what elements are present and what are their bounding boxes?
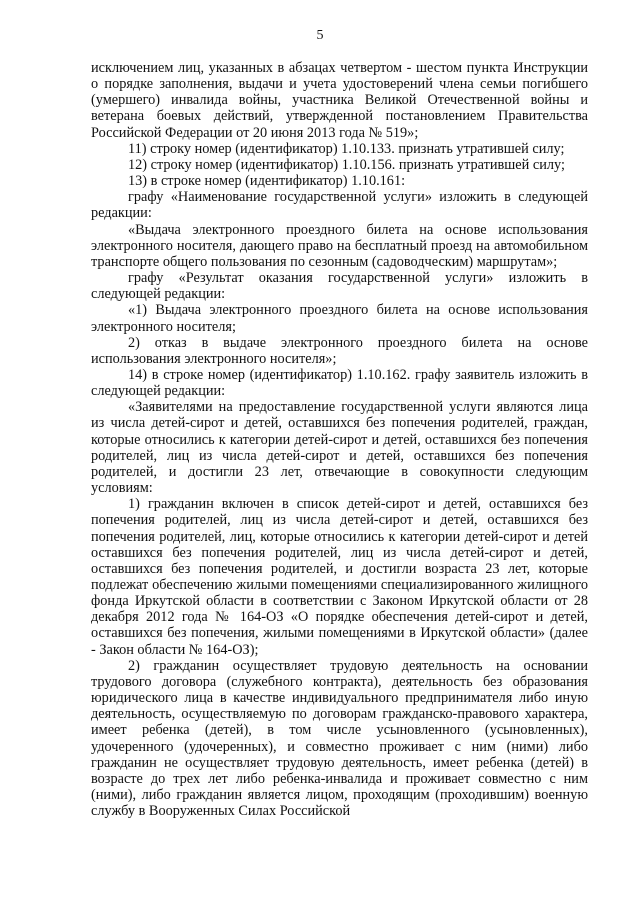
paragraph-condition-1: 1) гражданин включен в список детей-сирот и детей, оставшихся без попечения родителей, лиц из числа детей-сирот и детей, оставшихся без попечения родителей, лиц, которые относились к категории детей-сирот и детей оставшихся без попечения родителей, лиц из числа детей-сирот и детей, оставшихся без попечения родителей, и достигли возраста 23 лет, которые подлежат обеспечению жилыми помещениями специализированного жилищного фонда Иркутской области в соответствии с Законом Иркутской области от 28 декабря 2012 года № 164-ОЗ «О порядке обеспечения детей-сирот и детей, оставшихся без попечения, жилыми помещениями в Иркутской области» (далее - Закон области № 164-ОЗ); xyxy=(91,496,588,658)
paragraph-result-1: «1) Выдача электронного проездного билета на основе использования электронного носителя; xyxy=(91,302,588,335)
paragraph-service-result-column: графу «Результат оказания государственной услуги» изложить в следующей редакции: xyxy=(91,270,588,303)
paragraph-item-11: 11) строку номер (идентификатор) 1.10.133. признать утратившей силу; xyxy=(128,140,565,157)
paragraph-applicants: «Заявителями на предоставление государственной услуги являются лица из числа детей-сирот и детей, оставшихся без попечения родителей, граждан, которые относились к категории детей-сирот и детей, оставшихся без попечения родителей, лиц из числа детей-сирот и детей, оставшихся без попечения родителей, и достигли 23 лет, отвечающие в совокупности следующим условиям: xyxy=(91,399,588,497)
paragraph-result-2: 2) отказ в выдаче электронного проездного билета на основе использования электронного носителя»; xyxy=(91,334,588,367)
paragraph-service-name-text: «Выдача электронного проездного билета на основе использования электронного носителя, дающего право на бесплатный проезд на автомобильном транспорте общего пользования по сезонным (садоводческим) маршрутам»; xyxy=(91,221,588,270)
page-number: 5 xyxy=(316,28,324,43)
document-body xyxy=(91,60,588,819)
paragraph-item-12: 12) строку номер (идентификатор) 1.10.156. признать утратившей силу; xyxy=(128,156,565,173)
paragraph-condition-2: 2) гражданин осуществляет трудовую деятельность на основании трудового договора (служебного контракта), деятельность без образования юридического лица в качестве индивидуального предпринимателя либо иную деятельность, осуществляемую по договорам гражданско-правового характера, имеет ребенка (детей), в том числе усыновленного (усыновленных), удочеренного (удочеренных), и совместно проживает с ним (ними) либо гражданин не осуществляет трудовую деятельность, имеет ребенка (детей) в возрасте до трех лет либо ребенка-инвалида и проживает совместно с ним (ними), либо гражданин является лицом, проходящим (проходившим) военную службу в Вооруженных Силах Российской xyxy=(91,657,588,820)
paragraph-item-13: 13) в строке номер (идентификатор) 1.10.161: xyxy=(128,173,406,190)
paragraph-service-name-column: графу «Наименование государственной услуги» изложить в следующей редакции: xyxy=(91,189,588,222)
paragraph-continuation: исключением лиц, указанных в абзацах четвертом - шестом пункта Инструкции о порядке заполнения, выдачи и учета удостоверений члена семьи погибшего (умершего) инвалида войны, участника Великой Отечественной войны и ветерана боевых действий, утвержденной постановлением Правительства Российской Федерации от 20 июня 2013 года № 519»; xyxy=(91,60,588,141)
paragraph-item-14: 14) в строке номер (идентификатор) 1.10.162. графу заявитель изложить в следующей редакции: xyxy=(91,366,588,400)
